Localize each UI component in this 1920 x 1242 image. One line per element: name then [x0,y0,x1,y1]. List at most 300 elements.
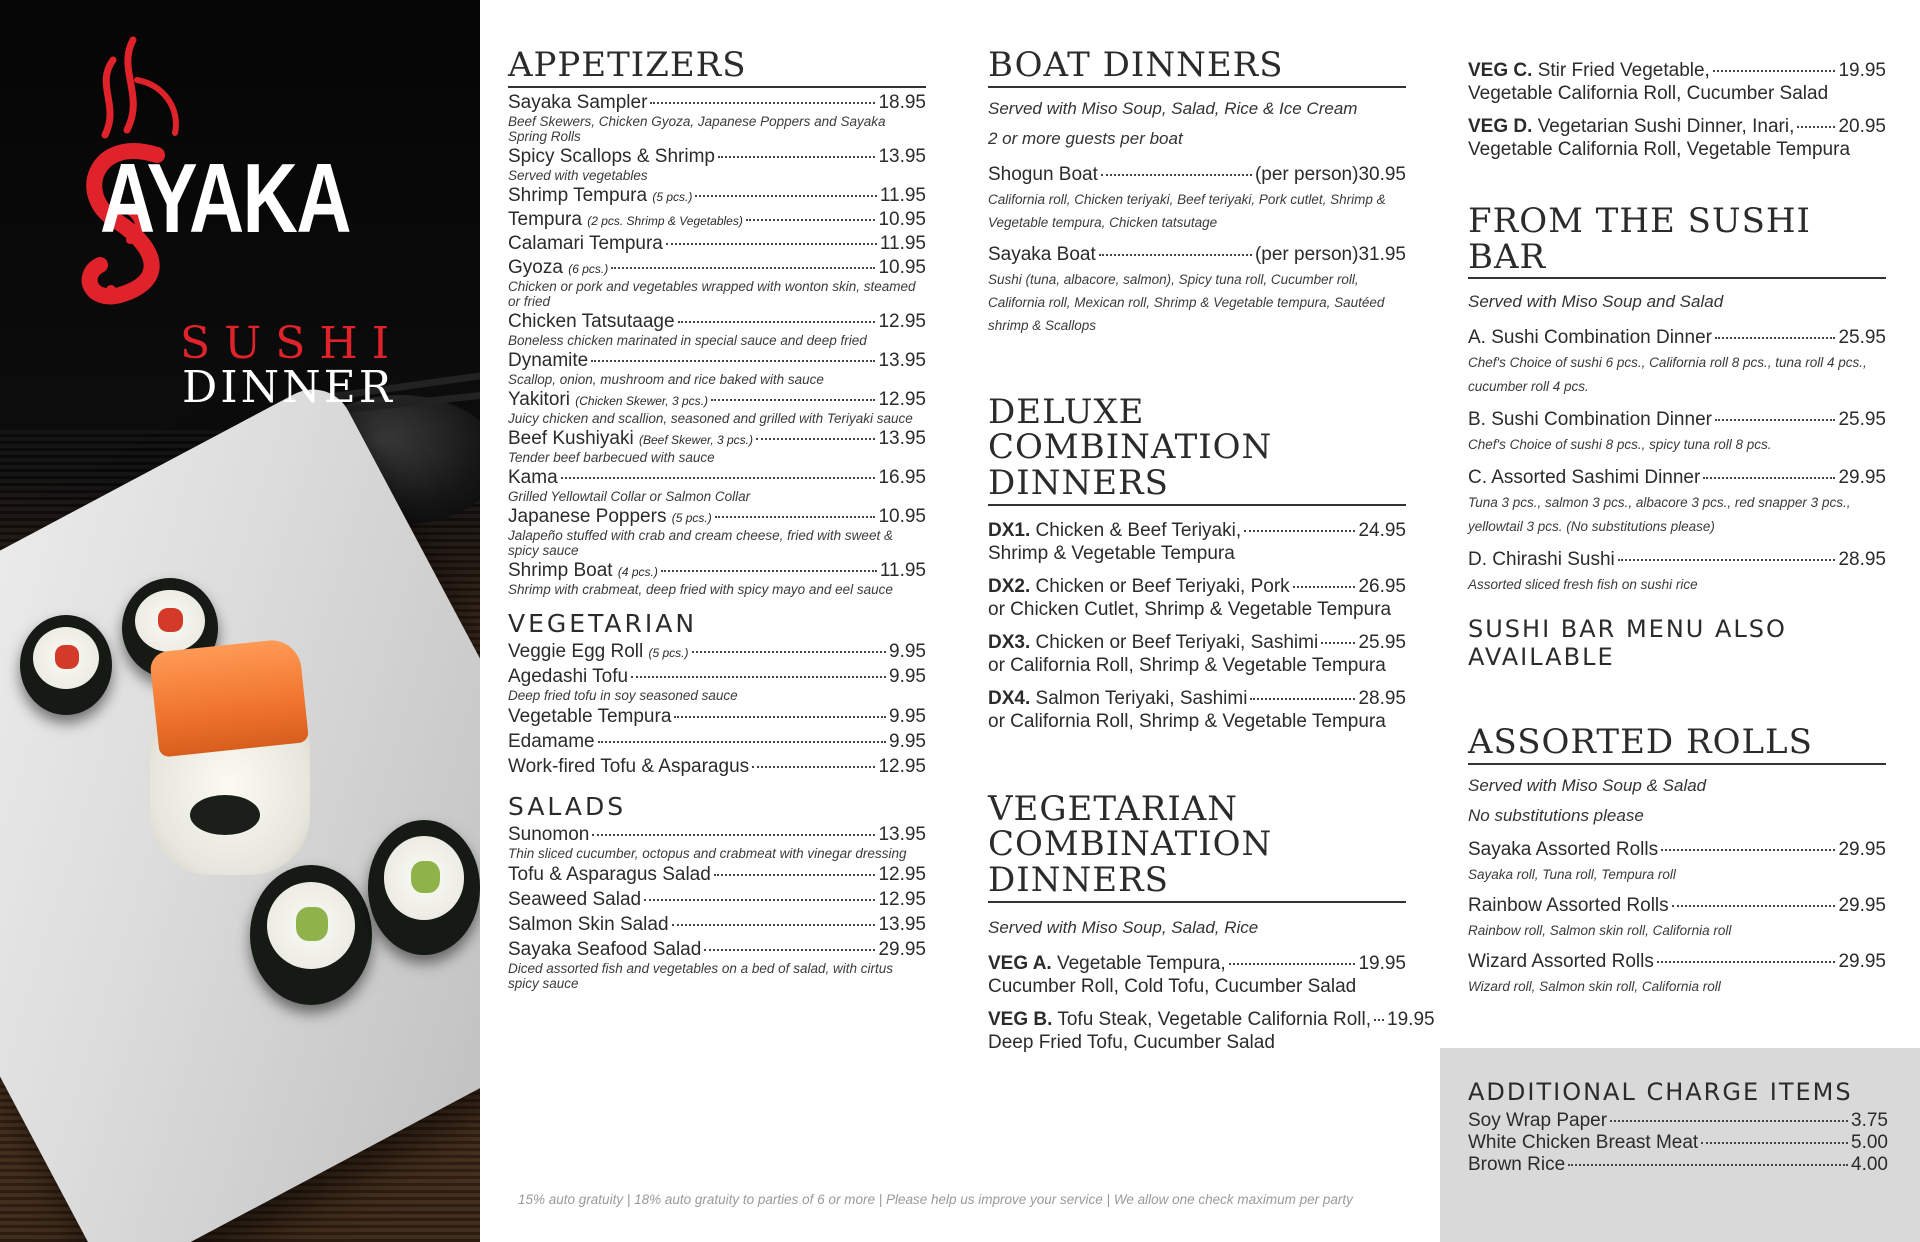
sushi-bar-item-name: Chirashi Sushi [1492,549,1615,571]
menu-item-price: 9.95 [889,665,926,687]
combo-item-title [988,520,1241,542]
dot-leader [1293,586,1356,588]
vegcombo-list-continued [1468,60,1886,162]
menu-item-description: Tender beef barbecued with sauce [508,449,715,465]
menu-item-price: 29.95 [878,938,926,960]
vegcombo-list [988,952,1435,1055]
dot-leader [561,477,876,479]
menu-item-name-text: White Chicken Breast Meat [1468,1132,1699,1153]
combo-item-price: 26.95 [1358,575,1406,597]
combo-item [988,520,1406,566]
dot-leader [592,834,875,836]
dot-leader [1713,70,1836,72]
menu-item-row [508,389,926,411]
menu-item-price: 12.95 [878,755,926,777]
sushi-bar-intro: Served with Miso Soup and Salad [1468,292,1724,312]
dot-leader [1618,559,1836,561]
menu-item-name-text: Japanese Poppers [508,505,667,527]
sushi-bar-item-description: Chef's Choice of sushi 8 pcs., spicy tuna roll 8 pcs. [1468,437,1772,453]
combo-item-row [988,688,1406,710]
combo-item-line2: Vegetable California Roll, Cucumber Salad [1468,83,1829,104]
menu-item-portion: (5 pcs.) [652,189,693,204]
sushi-bar-item-letter: A. [1468,327,1486,349]
salads-heading: SALADS [508,791,627,821]
sushi-bar-item-price: 25.95 [1838,327,1886,349]
combo-item-code: DX2. [988,575,1031,597]
combo-item-line2: Cucumber Roll, Cold Tofu, Cucumber Salad [988,975,1357,997]
dot-leader [644,899,875,901]
menu-item-price: 10.95 [878,208,926,230]
menu-item-row [508,209,926,231]
dot-leader [756,438,875,440]
vegcombo-heading-line3: DINNERS [988,860,1169,901]
menu-item-name [508,731,595,753]
menu-item-row [508,914,926,936]
additional-charges-list [1468,1110,1888,1176]
menu-item-name-text: Shrimp Tempura [508,184,648,206]
menu-item-description: Sushi (tuna, albacore, salmon), Spicy tuna roll, Cucumber roll, California roll, Mexican roll, Shrimp & Vegetable tempura, Sautéed shrimp & Scallops [988,271,1385,333]
combo-item-row [1468,60,1886,82]
menu-item-name [508,389,708,411]
menu-item-per-person: (per person) [1254,163,1359,185]
dot-leader [661,570,877,572]
menu-item-row [508,641,926,663]
menu-item-price: 29.95 [1838,895,1886,917]
menu-item-price: 29.95 [1838,951,1886,973]
menu-item-price: 9.95 [889,705,926,727]
menu-item [508,233,926,255]
combo-item [1468,116,1886,162]
menu-item-description: Sayaka roll, Tuna roll, Tempura roll [1468,867,1676,883]
vegetarian-list [508,641,926,778]
sushi-bar-item-name: Sushi Combination Dinner [1491,409,1712,431]
menu-item [508,350,926,387]
deluxe-heading-line1: DELUXE [988,391,1145,432]
sushi-bar-list [1468,327,1886,597]
menu-item [1468,839,1886,887]
dot-leader [650,102,875,104]
menu-item-name [508,506,712,528]
menu-item-portion: (6 pcs.) [568,261,609,276]
salmon-sushi-roll [150,645,310,875]
menu-item-price: 12.95 [878,388,926,410]
menu-item-name [988,244,1096,266]
menu-item-name-text: Agedashi Tofu [508,665,629,687]
menu-item-name [508,666,628,688]
boat-intro: Served with Miso Soup, Salad, Rice & Ice Cream [988,98,1358,118]
assorted-rolls-list [1468,839,1886,999]
menu-item-row [508,939,926,961]
menu-item [508,914,926,936]
menu-item-description: Scallop, onion, mushroom and rice baked with sauce [508,371,824,387]
menu-item-name [508,233,663,255]
combo-item [988,688,1406,734]
dot-leader [1797,126,1835,128]
combo-item-line1: Salmon Teriyaki, Sashimi [1035,687,1248,709]
menu-item-price: 31.95 [1358,243,1406,265]
menu-item [508,506,926,558]
menu-item [508,864,926,886]
dot-leader [672,924,876,926]
dot-leader [746,219,876,221]
menu-item-description: Grilled Yellowtail Collar or Salmon Collar [508,488,751,504]
menu-item-portion: (5 pcs.) [671,510,712,525]
menu-item-price: 5.00 [1851,1132,1888,1153]
menu-item-description: Beef Skewers, Chicken Gyoza, Japanese Poppers and Sayaka Spring Rolls [508,113,886,144]
menu-item-price: 10.95 [878,505,926,527]
combo-item-code: VEG A. [988,952,1052,974]
dot-leader [1250,698,1355,700]
combo-item [988,953,1406,999]
dot-leader [678,321,876,323]
sushi-bar-item-title [1468,327,1712,349]
combo-item-title [988,688,1247,710]
menu-item-row [508,706,926,728]
menu-item-name-text: Sayaka Sampler [508,91,648,113]
combo-item [988,576,1406,622]
sushi-bar-item-row [1468,327,1886,349]
menu-item-name [508,864,711,886]
menu-item [508,428,926,465]
combo-item-code: VEG B. [988,1008,1053,1030]
menu-item-price: 10.95 [878,256,926,278]
sushi-roll [368,820,480,955]
combo-item-line2: or California Roll, Shrimp & Vegetable Tempura [988,654,1386,676]
menu-item-row [508,824,926,846]
menu-item-row [508,731,926,753]
dot-leader [611,267,875,269]
combo-item-line2: or Chicken Cutlet, Shrimp & Vegetable Tempura [988,598,1392,620]
combo-item-price: 20.95 [1838,116,1886,137]
menu-item-name [508,185,692,207]
deluxe-heading [988,391,1406,506]
menu-item [1468,1132,1888,1154]
menu-item-name [508,467,558,489]
menu-item-price: 13.95 [878,349,926,371]
deluxe-heading-line2: COMBINATION [988,427,1273,468]
menu-item [1468,1110,1888,1132]
combo-item-code: DX1. [988,519,1031,541]
dot-leader [591,360,875,362]
appetizers-list [508,92,926,597]
menu-item-name-text: Salmon Skin Salad [508,913,669,935]
menu-item-row [508,666,926,688]
combo-item-line1: Vegetable Tempura, [1056,952,1226,974]
menu-item-row [1468,951,1886,973]
brand-line-dinner: DINNER [182,362,395,413]
menu-item-name [508,92,647,114]
menu-item-price: 4.00 [1851,1154,1888,1175]
combo-item-line1: Stir Fried Vegetable, [1537,60,1710,81]
combo-item-line1: Tofu Steak, Vegetable California Roll, [1057,1008,1372,1030]
sushi-bar-item-description: Tuna 3 pcs., salmon 3 pcs., albacore 3 pcs., red snapper 3 pcs., yellowtail 3 pcs. (No substitutions please) [1468,495,1851,535]
menu-item-description: California roll, Chicken teriyaki, Beef teriyaki, Pork cutlet, Shrimp & Vegetable tempura, Chicken tatsutage [988,191,1386,230]
combo-item [988,632,1406,678]
menu-item-name-text: Work-fired Tofu & Asparagus [508,755,750,777]
combo-item-line1: Chicken or Beef Teriyaki, Pork [1035,575,1290,597]
menu-item-name [508,756,749,778]
combo-item-price: 28.95 [1358,687,1406,709]
menu-item-name-text: Tofu & Asparagus Salad [508,863,711,885]
menu-item-name [508,939,701,961]
menu-item-row [1468,895,1886,917]
menu-item-per-person: (per person) [1254,243,1359,265]
menu-item-price: 18.95 [878,91,926,113]
sushi-bar-item [1468,467,1886,539]
dot-leader [1101,174,1252,176]
column-middle [988,45,1435,1055]
menu-item [508,92,926,144]
menu-item-description: Juicy chicken and scallion, seasoned and grilled with Teriyaki sauce [508,410,913,426]
sushi-bar-item-row [1468,467,1886,489]
sushi-bar-item-price: 29.95 [1838,467,1886,489]
assorted-rolls-note: No substitutions please [1468,806,1644,826]
menu-item-name [508,641,689,663]
menu-item-price: 12.95 [878,310,926,332]
menu-item-description: Served with vegetables [508,167,648,183]
dot-leader [1701,1142,1848,1144]
dot-leader [674,716,886,718]
brand-name: AYAKA [100,143,350,253]
sushi-bar-item [1468,327,1886,399]
menu-item [508,146,926,183]
menu-item-price: 9.95 [889,730,926,752]
additional-charges-box [1440,1048,1920,1242]
menu-item-description: Deep fried tofu in soy seasoned sauce [508,687,738,703]
menu-item-description: Jalapeño stuffed with crab and cream cheese, fried with sweet & spicy sauce [508,527,893,558]
combo-item-title [988,1009,1371,1031]
menu-item-name-text: Dynamite [508,349,589,371]
brand-line-sushi: SUSHI [180,318,404,369]
sushi-bar-item [1468,409,1886,457]
assorted-rolls-intro: Served with Miso Soup & Salad [1468,776,1707,796]
menu-item-name [508,914,669,936]
appetizers-heading: APPETIZERS [508,48,926,88]
menu-item-price: 13.95 [878,427,926,449]
menu-item-name-text: Brown Rice [1468,1154,1566,1175]
dot-leader [1229,963,1356,965]
deluxe-list [988,520,1406,734]
combo-item-code: DX3. [988,631,1031,653]
combo-item-row [1468,116,1886,138]
menu-item-row [508,185,926,207]
menu-item-price: 29.95 [1838,839,1886,861]
dot-leader [1244,530,1355,532]
menu-item [508,311,926,348]
hero-photo-panel [0,0,480,1242]
menu-item [508,889,926,911]
sushi-bar-item-title [1468,549,1615,571]
menu-item [508,824,926,861]
sushi-bar-item-name: Assorted Sashimi Dinner [1491,467,1701,489]
menu-item-row [988,244,1406,266]
menu-item-name-text: Calamari Tempura [508,232,663,254]
dot-leader [1374,1019,1384,1021]
dot-leader [1657,961,1836,963]
combo-item-line2: Shrimp & Vegetable Tempura [988,542,1235,564]
menu-item-row [508,257,926,279]
menu-item-name [508,257,608,279]
combo-item [988,1008,1435,1055]
sushi-bar-heading: FROM THE SUSHI BAR [1468,204,1886,279]
sushi-bar-item-letter: C. [1468,467,1487,489]
sushi-bar-also-available: SUSHI BAR MENU ALSO AVAILABLE [1468,615,1787,672]
dot-leader [695,195,877,197]
menu-item-name-text: Kama [508,466,558,488]
sushi-bar-item-row [1468,549,1886,571]
menu-item-name-text: Sunomon [508,823,590,845]
menu-item-name [1468,951,1654,973]
menu-item-name [508,889,641,911]
menu-item-portion: (Chicken Skewer, 3 pcs.) [575,393,708,408]
combo-item-row [988,520,1406,542]
combo-item-title [988,953,1226,975]
combo-item-line2: Vegetable California Roll, Vegetable Tempura [1468,139,1851,160]
menu-item [508,939,926,991]
menu-item [988,244,1406,337]
combo-item-price: 19.95 [1387,1008,1435,1030]
combo-item-code: VEG C. [1468,60,1533,81]
assorted-rolls-heading: ASSORTED ROLLS [1468,725,1886,765]
sushi-bar-item-price: 25.95 [1838,409,1886,431]
menu-item-name [1468,1110,1607,1132]
menu-item [1468,951,1886,999]
menu-item-name [1468,895,1669,917]
menu-item-name [1468,839,1658,861]
menu-item-price: 13.95 [878,823,926,845]
menu-item-name-text: Tempura [508,208,582,230]
menu-item-name [988,164,1098,186]
combo-item-code: VEG D. [1468,116,1533,137]
menu-item-price: 12.95 [878,863,926,885]
deluxe-heading-line3: DINNERS [988,463,1169,504]
menu-item-portion: (Beef Skewer, 3 pcs.) [638,432,754,447]
menu-item-row [1468,1110,1888,1132]
menu-item-description: Rainbow roll, Salmon skin roll, California roll [1468,923,1732,939]
combo-item-line2: Deep Fried Tofu, Cucumber Salad [988,1031,1275,1053]
menu-item-price: 9.95 [889,640,926,662]
dot-leader [598,741,886,743]
menu-item-row [988,164,1406,186]
menu-item-name [1468,1154,1565,1176]
menu-item-name-text: Rainbow Assorted Rolls [1468,895,1669,917]
menu-item-price: 30.95 [1358,163,1406,185]
combo-item-price: 24.95 [1358,519,1406,541]
menu-item [508,706,926,728]
menu-item-name [508,560,658,582]
menu-item-name-text: Soy Wrap Paper [1468,1110,1608,1131]
menu-item-name-text: Sayaka Boat [988,243,1096,265]
dot-leader [631,676,886,678]
sushi-bar-item-description: Chef's Choice of sushi 6 pcs., California roll 8 pcs., tuna roll 4 pcs., cucumber roll 4 pcs. [1468,355,1867,395]
menu-item [988,164,1406,234]
column-left [508,45,926,991]
menu-item [508,209,926,231]
menu-item-row [1468,1154,1888,1176]
sushi-bar-item-price: 28.95 [1838,549,1886,571]
combo-item-code: DX4. [988,687,1031,709]
dot-leader [711,399,876,401]
combo-item [1468,60,1886,106]
menu-item [508,185,926,207]
sushi-roll [250,865,372,1005]
menu-item-price: 11.95 [879,559,926,581]
menu-item [508,731,926,753]
menu-item-row [508,92,926,114]
dot-leader [752,766,875,768]
sushi-bar-item-letter: D. [1468,549,1487,571]
combo-item-title [988,576,1290,598]
menu-item-row [508,756,926,778]
menu-item-name-text: Spicy Scallops & Shrimp [508,145,715,167]
menu-item [1468,1154,1888,1176]
sushi-bar-item-row [1468,409,1886,431]
menu-item-description: Diced assorted fish and vegetables on a bed of salad, with cirtus spicy sauce [508,960,893,991]
combo-item-line1: Chicken or Beef Teriyaki, Sashimi [1035,631,1319,653]
sushi-bar-item-description: Assorted sliced fresh fish on sushi rice [1468,577,1698,593]
boat-list [988,164,1406,337]
menu-item-row [508,467,926,489]
dot-leader [1610,1120,1848,1122]
dot-leader [1099,254,1252,256]
menu-item-description: Boneless chicken marinated in special sauce and deep fried [508,332,867,348]
vegcombo-heading-line1: VEGETARIAN [988,788,1239,829]
combo-item-row [988,1008,1435,1031]
menu-item-name [1468,1132,1698,1154]
menu-item-row [508,864,926,886]
menu-item-name-text: Yakitori [508,388,570,410]
menu-item-name-text: Beef Kushiyaki [508,427,634,449]
menu-item-row [508,233,926,255]
menu-item [508,257,926,309]
vegcombo-intro: Served with Miso Soup, Salad, Rice [988,917,1259,937]
menu-item-row [1468,839,1886,861]
dot-leader [1715,419,1835,421]
menu-item [508,560,926,597]
vegcombo-heading [988,788,1406,903]
menu-item-row [508,311,926,333]
menu-item-row [508,560,926,582]
boat-dinners-heading: BOAT DINNERS [988,48,1406,88]
menu-item-row [1468,1132,1888,1154]
menu-item-name-text: Veggie Egg Roll [508,640,644,662]
menu-item-row [508,506,926,528]
menu-item-name [508,209,743,231]
combo-item-line1: Chicken & Beef Teriyaki, [1035,519,1242,541]
menu-item-name [508,311,675,333]
sushi-bar-item-letter: B. [1468,409,1486,431]
menu-item-name-text: Shrimp Boat [508,559,613,581]
combo-item-line2: or California Roll, Shrimp & Vegetable Tempura [988,710,1386,732]
dot-leader [692,651,887,653]
menu-item-description: Wizard roll, Salmon skin roll, California roll [1468,979,1721,995]
menu-item-name-text: Wizard Assorted Rolls [1468,951,1654,973]
menu-item-price: 12.95 [878,888,926,910]
menu-item-name-text: Sayaka Assorted Rolls [1468,839,1659,861]
menu-item-name [508,706,671,728]
sushi-bar-item-name: Sushi Combination Dinner [1491,327,1712,349]
combo-item-price: 19.95 [1358,952,1406,974]
combo-item-title [1468,60,1710,82]
combo-item-title [988,632,1318,654]
combo-item-title [1468,116,1794,138]
vegetarian-heading: VEGETARIAN [508,608,698,638]
gratuity-footer-note: 15% auto gratuity | 18% auto gratuity to parties of 6 or more | Please help us improve your service | We allow one check maximum per party [518,1192,1353,1207]
combo-item-row [988,632,1406,654]
menu-item-row [508,350,926,372]
menu-item-portion: (4 pcs.) [617,564,658,579]
menu-item-row [508,428,926,450]
